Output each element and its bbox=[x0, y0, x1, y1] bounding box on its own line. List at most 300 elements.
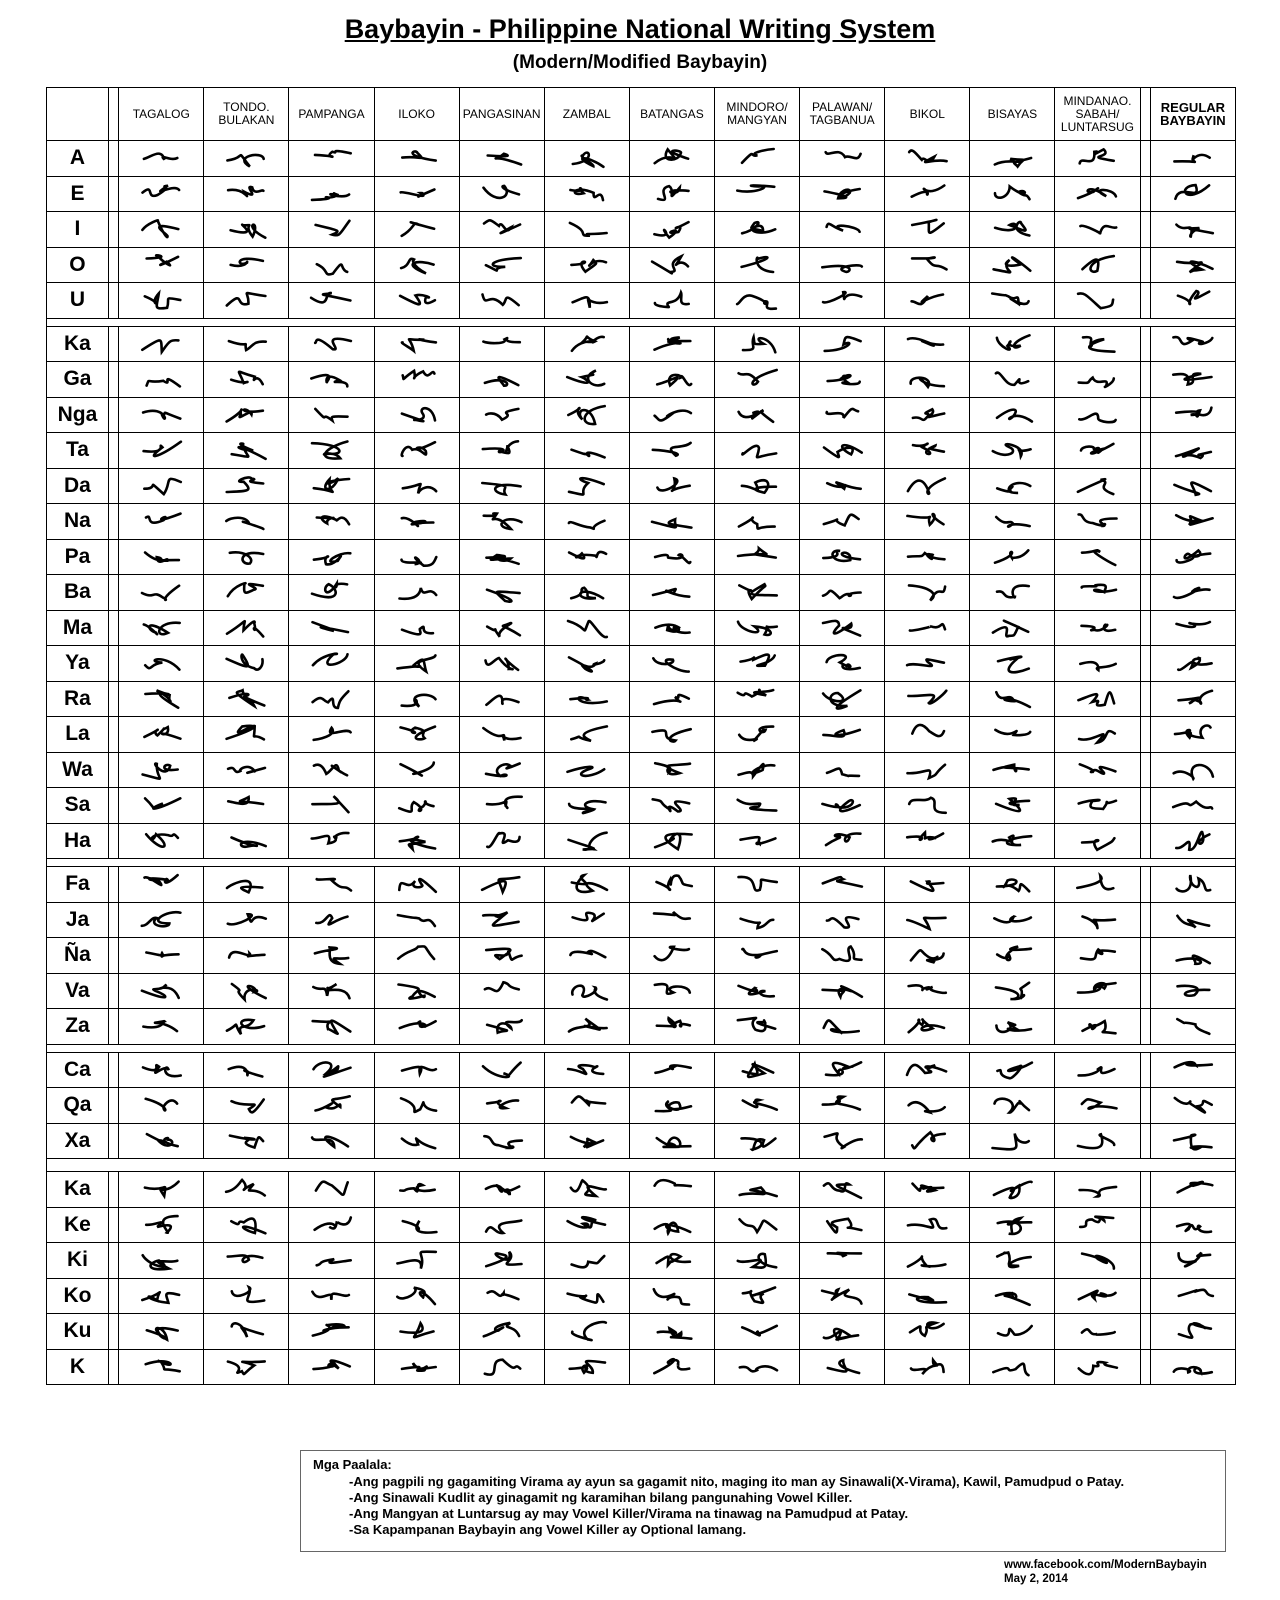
script-chart bbox=[46, 87, 1236, 1385]
script-glyph bbox=[220, 1174, 272, 1204]
glyph-cell bbox=[885, 1172, 970, 1208]
glyph-cell bbox=[1055, 973, 1140, 1009]
glyph-cell bbox=[714, 1278, 799, 1314]
script-glyph bbox=[816, 506, 868, 536]
script-glyph bbox=[305, 684, 357, 714]
glyph-cell bbox=[459, 1009, 544, 1045]
glyph-cell bbox=[885, 788, 970, 824]
script-glyph bbox=[901, 1055, 953, 1085]
glyph-cell bbox=[629, 1243, 714, 1279]
glyph-cell bbox=[374, 326, 459, 362]
script-glyph bbox=[135, 214, 187, 244]
glyph-cell bbox=[459, 973, 544, 1009]
script-glyph bbox=[1071, 1090, 1123, 1120]
glyph-cell bbox=[1055, 1349, 1140, 1385]
row-spacer bbox=[108, 326, 118, 362]
glyph-cell bbox=[459, 681, 544, 717]
row-label: Ka bbox=[47, 1172, 109, 1208]
glyph-cell bbox=[289, 247, 374, 283]
glyph-cell bbox=[714, 176, 799, 212]
script-glyph bbox=[901, 542, 953, 572]
script-glyph bbox=[305, 214, 357, 244]
row-spacer bbox=[108, 1088, 118, 1124]
script-glyph bbox=[135, 400, 187, 430]
glyph-cell bbox=[204, 938, 289, 974]
glyph-cell bbox=[289, 539, 374, 575]
script-glyph bbox=[220, 826, 272, 856]
script-glyph bbox=[391, 471, 443, 501]
row-spacer bbox=[1140, 752, 1150, 788]
glyph-cell bbox=[800, 1243, 885, 1279]
script-glyph bbox=[476, 435, 528, 465]
glyph-cell bbox=[1055, 610, 1140, 646]
glyph-cell bbox=[544, 1243, 629, 1279]
glyph-cell bbox=[544, 788, 629, 824]
table-row bbox=[47, 433, 1236, 469]
glyph-cell bbox=[714, 247, 799, 283]
row-spacer bbox=[1140, 1207, 1150, 1243]
glyph-cell bbox=[289, 468, 374, 504]
glyph-cell bbox=[544, 1207, 629, 1243]
glyph-cell bbox=[459, 823, 544, 859]
script-glyph bbox=[220, 1245, 272, 1275]
glyph-cell bbox=[629, 397, 714, 433]
glyph-cell bbox=[885, 1278, 970, 1314]
script-glyph bbox=[986, 869, 1038, 899]
script-glyph bbox=[220, 1090, 272, 1120]
script-glyph bbox=[391, 250, 443, 280]
script-glyph bbox=[305, 400, 357, 430]
script-glyph bbox=[816, 179, 868, 209]
glyph-cell bbox=[800, 362, 885, 398]
script-glyph bbox=[1167, 471, 1219, 501]
script-glyph bbox=[1071, 1281, 1123, 1311]
row-spacer bbox=[1140, 433, 1150, 469]
glyph-cell bbox=[629, 575, 714, 611]
glyph-cell bbox=[885, 867, 970, 903]
script-glyph bbox=[1071, 940, 1123, 970]
glyph-cell bbox=[544, 973, 629, 1009]
script-glyph bbox=[646, 719, 698, 749]
glyph-cell bbox=[289, 867, 374, 903]
script-glyph bbox=[135, 719, 187, 749]
script-glyph bbox=[476, 1316, 528, 1346]
glyph-cell bbox=[204, 788, 289, 824]
script-glyph bbox=[561, 755, 613, 785]
script-glyph bbox=[220, 1126, 272, 1156]
row-spacer bbox=[108, 973, 118, 1009]
glyph-cell bbox=[970, 646, 1055, 682]
script-glyph bbox=[561, 790, 613, 820]
column-header: MINDORO/ MANGYAN bbox=[714, 88, 799, 141]
table-row bbox=[47, 1088, 1236, 1124]
script-glyph bbox=[986, 1245, 1038, 1275]
script-glyph bbox=[731, 1316, 783, 1346]
script-glyph bbox=[135, 506, 187, 536]
script-glyph bbox=[901, 940, 953, 970]
footer-link[interactable]: www.facebook.com/ModernBaybayin bbox=[1004, 1559, 1207, 1571]
glyph-cell bbox=[970, 1088, 1055, 1124]
script-glyph bbox=[901, 143, 953, 173]
script-glyph bbox=[561, 1210, 613, 1240]
glyph-cell bbox=[885, 902, 970, 938]
glyph-cell bbox=[374, 610, 459, 646]
script-glyph bbox=[1167, 684, 1219, 714]
row-label: Ra bbox=[47, 681, 109, 717]
glyph-cell bbox=[204, 1123, 289, 1159]
header-spacer bbox=[1140, 88, 1150, 141]
script-glyph bbox=[391, 1090, 443, 1120]
script-glyph bbox=[986, 285, 1038, 315]
row-label: Ta bbox=[47, 433, 109, 469]
script-glyph bbox=[901, 1210, 953, 1240]
glyph-cell bbox=[1150, 575, 1235, 611]
script-glyph bbox=[1167, 143, 1219, 173]
glyph-cell bbox=[1055, 1172, 1140, 1208]
glyph-cell bbox=[714, 1207, 799, 1243]
glyph-cell bbox=[800, 752, 885, 788]
glyph-cell bbox=[629, 433, 714, 469]
script-glyph bbox=[476, 542, 528, 572]
script-glyph bbox=[305, 1055, 357, 1085]
glyph-cell bbox=[970, 788, 1055, 824]
table-row bbox=[47, 176, 1236, 212]
glyph-cell bbox=[204, 397, 289, 433]
script-glyph bbox=[391, 1316, 443, 1346]
table-row bbox=[47, 681, 1236, 717]
glyph-cell bbox=[885, 1088, 970, 1124]
script-glyph bbox=[135, 1352, 187, 1382]
script-glyph bbox=[476, 250, 528, 280]
row-label: K bbox=[47, 1349, 109, 1385]
script-glyph bbox=[391, 214, 443, 244]
glyph-cell bbox=[970, 717, 1055, 753]
glyph-cell bbox=[629, 1172, 714, 1208]
table-row bbox=[47, 1009, 1236, 1045]
glyph-cell bbox=[374, 247, 459, 283]
script-glyph bbox=[731, 542, 783, 572]
glyph-cell bbox=[119, 1009, 204, 1045]
glyph-cell bbox=[1055, 1088, 1140, 1124]
script-glyph bbox=[731, 648, 783, 678]
glyph-cell bbox=[544, 1009, 629, 1045]
row-spacer bbox=[1140, 539, 1150, 575]
script-glyph bbox=[986, 471, 1038, 501]
script-glyph bbox=[305, 1011, 357, 1041]
glyph-cell bbox=[714, 752, 799, 788]
script-glyph bbox=[476, 1245, 528, 1275]
glyph-cell bbox=[204, 1278, 289, 1314]
script-glyph bbox=[986, 905, 1038, 935]
script-glyph bbox=[1071, 1055, 1123, 1085]
script-glyph bbox=[135, 1055, 187, 1085]
glyph-cell bbox=[459, 1123, 544, 1159]
script-glyph bbox=[1167, 1210, 1219, 1240]
table-row bbox=[47, 397, 1236, 433]
script-glyph bbox=[901, 179, 953, 209]
script-glyph bbox=[135, 940, 187, 970]
glyph-cell bbox=[970, 1009, 1055, 1045]
script-glyph bbox=[305, 285, 357, 315]
glyph-cell bbox=[374, 1123, 459, 1159]
script-glyph bbox=[561, 1281, 613, 1311]
script-glyph bbox=[135, 285, 187, 315]
glyph-cell bbox=[885, 938, 970, 974]
row-spacer bbox=[108, 646, 118, 682]
script-glyph bbox=[986, 755, 1038, 785]
script-glyph bbox=[816, 719, 868, 749]
script-glyph bbox=[305, 648, 357, 678]
script-glyph bbox=[561, 1316, 613, 1346]
glyph-cell bbox=[714, 433, 799, 469]
script-glyph bbox=[1167, 364, 1219, 394]
script-glyph bbox=[816, 143, 868, 173]
script-glyph bbox=[305, 976, 357, 1006]
script-glyph bbox=[1071, 1174, 1123, 1204]
glyph-cell bbox=[714, 938, 799, 974]
glyph-cell bbox=[1150, 717, 1235, 753]
glyph-cell bbox=[1150, 504, 1235, 540]
row-spacer bbox=[108, 362, 118, 398]
glyph-cell bbox=[885, 397, 970, 433]
glyph-cell bbox=[289, 362, 374, 398]
script-glyph bbox=[731, 613, 783, 643]
script-glyph bbox=[986, 976, 1038, 1006]
script-glyph bbox=[391, 869, 443, 899]
script-glyph bbox=[646, 940, 698, 970]
script-glyph bbox=[986, 250, 1038, 280]
page-subtitle: (Modern/Modified Baybayin) bbox=[512, 52, 768, 73]
glyph-cell bbox=[204, 1314, 289, 1350]
row-spacer bbox=[1140, 141, 1150, 177]
row-label: Ja bbox=[47, 902, 109, 938]
script-glyph bbox=[561, 285, 613, 315]
glyph-cell bbox=[459, 788, 544, 824]
row-spacer bbox=[1140, 867, 1150, 903]
script-glyph bbox=[731, 755, 783, 785]
script-glyph bbox=[391, 400, 443, 430]
script-glyph bbox=[391, 329, 443, 359]
glyph-cell bbox=[1150, 247, 1235, 283]
glyph-cell bbox=[544, 141, 629, 177]
glyph-cell bbox=[629, 1088, 714, 1124]
script-glyph bbox=[135, 1011, 187, 1041]
script-glyph bbox=[901, 1090, 953, 1120]
glyph-cell bbox=[289, 788, 374, 824]
script-glyph bbox=[816, 940, 868, 970]
script-glyph bbox=[1071, 250, 1123, 280]
script-glyph bbox=[816, 869, 868, 899]
script-glyph bbox=[646, 684, 698, 714]
glyph-cell bbox=[800, 1009, 885, 1045]
row-spacer bbox=[1140, 1172, 1150, 1208]
glyph-cell bbox=[289, 973, 374, 1009]
glyph-cell bbox=[204, 1088, 289, 1124]
script-glyph bbox=[1071, 1316, 1123, 1346]
script-glyph bbox=[816, 542, 868, 572]
script-glyph bbox=[220, 542, 272, 572]
glyph-cell bbox=[885, 1009, 970, 1045]
table-row bbox=[47, 752, 1236, 788]
script-glyph bbox=[135, 542, 187, 572]
script-glyph bbox=[816, 329, 868, 359]
glyph-cell bbox=[1150, 1088, 1235, 1124]
glyph-cell bbox=[1150, 468, 1235, 504]
column-header: BISAYAS bbox=[970, 88, 1055, 141]
glyph-cell bbox=[459, 1172, 544, 1208]
glyph-cell bbox=[970, 362, 1055, 398]
column-header: TONDO. BULAKAN bbox=[204, 88, 289, 141]
glyph-cell bbox=[544, 247, 629, 283]
script-glyph bbox=[1071, 143, 1123, 173]
row-label: Ke bbox=[47, 1207, 109, 1243]
glyph-cell bbox=[629, 1052, 714, 1088]
glyph-cell bbox=[885, 1243, 970, 1279]
glyph-cell bbox=[459, 176, 544, 212]
glyph-cell bbox=[800, 176, 885, 212]
script-glyph bbox=[391, 1281, 443, 1311]
glyph-cell bbox=[714, 362, 799, 398]
glyph-cell bbox=[970, 1123, 1055, 1159]
script-glyph bbox=[901, 790, 953, 820]
script-glyph bbox=[901, 684, 953, 714]
script-glyph bbox=[305, 719, 357, 749]
script-glyph bbox=[731, 506, 783, 536]
script-glyph bbox=[561, 143, 613, 173]
glyph-cell bbox=[459, 468, 544, 504]
glyph-cell bbox=[970, 867, 1055, 903]
glyph-cell bbox=[1150, 326, 1235, 362]
glyph-cell bbox=[970, 539, 1055, 575]
glyph-cell bbox=[119, 468, 204, 504]
glyph-cell bbox=[289, 1052, 374, 1088]
glyph-cell bbox=[459, 752, 544, 788]
script-glyph bbox=[1167, 719, 1219, 749]
row-spacer bbox=[1140, 788, 1150, 824]
glyph-cell bbox=[289, 610, 374, 646]
script-glyph bbox=[986, 940, 1038, 970]
glyph-cell bbox=[374, 539, 459, 575]
glyph-cell bbox=[1150, 176, 1235, 212]
glyph-cell bbox=[119, 539, 204, 575]
group-separator bbox=[47, 1044, 1236, 1052]
script-glyph bbox=[220, 940, 272, 970]
script-glyph bbox=[476, 1055, 528, 1085]
glyph-cell bbox=[800, 433, 885, 469]
script-glyph bbox=[305, 471, 357, 501]
glyph-cell bbox=[544, 283, 629, 319]
glyph-cell bbox=[885, 1123, 970, 1159]
script-glyph bbox=[1071, 648, 1123, 678]
glyph-cell bbox=[800, 1207, 885, 1243]
footer bbox=[1004, 1558, 1207, 1586]
script-glyph bbox=[646, 1281, 698, 1311]
glyph-cell bbox=[204, 902, 289, 938]
script-glyph bbox=[731, 250, 783, 280]
glyph-cell bbox=[1150, 681, 1235, 717]
glyph-cell bbox=[714, 575, 799, 611]
row-spacer bbox=[1140, 902, 1150, 938]
glyph-cell bbox=[885, 575, 970, 611]
table-row bbox=[47, 1243, 1236, 1279]
script-glyph bbox=[731, 400, 783, 430]
glyph-cell bbox=[544, 468, 629, 504]
glyph-cell bbox=[885, 646, 970, 682]
row-label: La bbox=[47, 717, 109, 753]
script-glyph bbox=[391, 648, 443, 678]
glyph-cell bbox=[800, 610, 885, 646]
row-label: Da bbox=[47, 468, 109, 504]
row-label: Ha bbox=[47, 823, 109, 859]
glyph-cell bbox=[374, 646, 459, 682]
glyph-cell bbox=[119, 867, 204, 903]
row-label: Sa bbox=[47, 788, 109, 824]
glyph-cell bbox=[800, 1349, 885, 1385]
glyph-cell bbox=[459, 1314, 544, 1350]
script-glyph bbox=[731, 143, 783, 173]
glyph-cell bbox=[800, 504, 885, 540]
glyph-cell bbox=[459, 1207, 544, 1243]
glyph-cell bbox=[800, 326, 885, 362]
glyph-cell bbox=[629, 902, 714, 938]
script-glyph bbox=[901, 648, 953, 678]
glyph-cell bbox=[374, 752, 459, 788]
script-glyph bbox=[986, 542, 1038, 572]
row-label: E bbox=[47, 176, 109, 212]
glyph-cell bbox=[544, 681, 629, 717]
glyph-cell bbox=[374, 212, 459, 248]
script-glyph bbox=[391, 684, 443, 714]
script-glyph bbox=[731, 719, 783, 749]
glyph-cell bbox=[544, 397, 629, 433]
script-glyph bbox=[476, 364, 528, 394]
script-glyph bbox=[986, 1011, 1038, 1041]
column-header: ZAMBAL bbox=[544, 88, 629, 141]
row-spacer bbox=[1140, 1009, 1150, 1045]
glyph-cell bbox=[544, 752, 629, 788]
glyph-cell bbox=[1150, 1207, 1235, 1243]
column-header: PALAWAN/ TAGBANUA bbox=[800, 88, 885, 141]
glyph-cell bbox=[629, 1207, 714, 1243]
glyph-cell bbox=[544, 823, 629, 859]
table-row bbox=[47, 823, 1236, 859]
table-row bbox=[47, 539, 1236, 575]
glyph-cell bbox=[119, 681, 204, 717]
script-glyph bbox=[1071, 684, 1123, 714]
glyph-cell bbox=[970, 902, 1055, 938]
glyph-cell bbox=[204, 433, 289, 469]
glyph-cell bbox=[1150, 1123, 1235, 1159]
glyph-cell bbox=[1150, 539, 1235, 575]
group-separator bbox=[47, 318, 1236, 326]
glyph-cell bbox=[800, 141, 885, 177]
column-header: TAGALOG bbox=[119, 88, 204, 141]
glyph-cell bbox=[204, 646, 289, 682]
script-glyph bbox=[731, 179, 783, 209]
glyph-cell bbox=[714, 681, 799, 717]
script-glyph bbox=[135, 755, 187, 785]
row-label: Za bbox=[47, 1009, 109, 1045]
glyph-cell bbox=[714, 973, 799, 1009]
row-spacer bbox=[1140, 1123, 1150, 1159]
script-glyph bbox=[135, 1090, 187, 1120]
glyph-cell bbox=[204, 504, 289, 540]
note-line: -Ang Mangyan at Luntarsug ay may Vowel Killer/Virama na tinawag na Pamudpud at Patay. bbox=[349, 1506, 909, 1521]
glyph-cell bbox=[374, 397, 459, 433]
script-glyph bbox=[561, 1245, 613, 1275]
glyph-cell bbox=[544, 539, 629, 575]
glyph-cell bbox=[119, 326, 204, 362]
